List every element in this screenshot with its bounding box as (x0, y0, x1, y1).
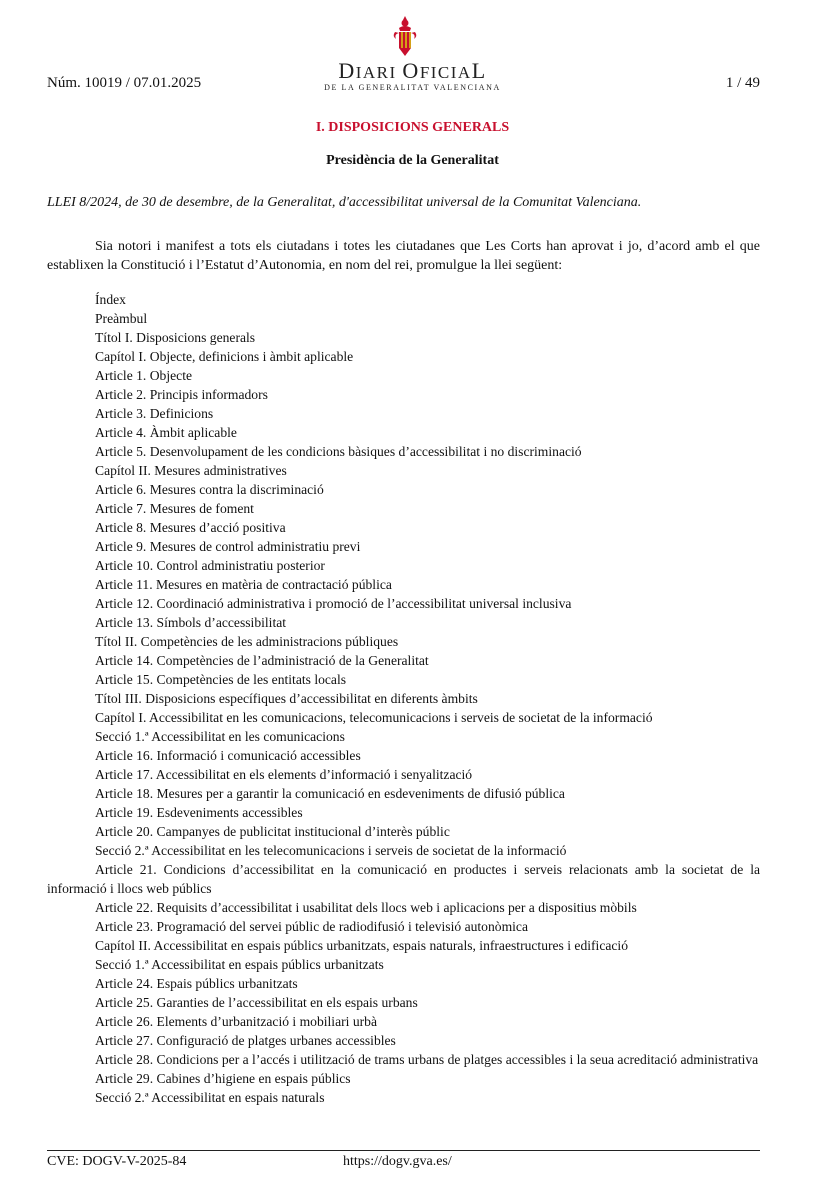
index-item: Títol III. Disposicions específiques d’accessibilitat en diferents àmbits (95, 691, 478, 706)
index-item: Article 8. Mesures d’acció positiva (95, 520, 286, 535)
index-item: Article 1. Objecte (95, 368, 193, 383)
index-list (47, 290, 760, 1107)
index-item: Article 19. Esdeveniments accessibles (95, 805, 303, 820)
page-header (0, 0, 825, 100)
index-item: Article 18. Mesures per a garantir la comunicació en esdeveniments de difusió pública (95, 786, 565, 801)
index-item: Article 23. Programació del servei públic de radiodifusió i televisió autonòmica (95, 919, 528, 934)
footer-url[interactable]: https://dogv.gva.es/ (343, 1154, 452, 1169)
index-item: Article 11. Mesures en matèria de contractació pública (95, 577, 392, 592)
index-item: Article 9. Mesures de control administratiu previ (95, 539, 361, 554)
index-item: Secció 2.ª Accessibilitat en les telecomunicacions i serveis de societat de la informació (95, 843, 567, 858)
index-item: Secció 2.ª Accessibilitat en espais naturals (95, 1090, 325, 1105)
index-item: Article 7. Mesures de foment (95, 501, 254, 516)
index-item: Article 2. Principis informadors (95, 387, 268, 402)
index-item: Article 29. Cabines d’higiene en espais públics (95, 1071, 351, 1086)
index-item: Article 10. Control administratiu posterior (95, 558, 325, 573)
index-item: Article 14. Competències de l’administració de la Generalitat (95, 653, 429, 668)
index-item: Article 5. Desenvolupament de les condicions bàsiques d’accessibilitat i no discriminació (95, 444, 582, 459)
index-item: Article 15. Competències de les entitats locals (95, 672, 347, 687)
footer-divider (47, 1150, 760, 1151)
index-item: Capítol II. Accessibilitat en espais públics urbanitzats, espais naturals, infraestructures i edificació (95, 938, 629, 953)
index-item: Títol II. Competències de les administracions públiques (95, 634, 399, 649)
index-item: Article 26. Elements d’urbanització i mobiliari urbà (95, 1014, 377, 1029)
index-item: Article 17. Accessibilitat en els elements d’informació i senyalització (95, 767, 473, 782)
logo-title: DIARI OFICIAL (338, 58, 487, 83)
logo-subtitle: DE LA GENERALITAT VALENCIANA (324, 83, 501, 92)
index-item: Article 16. Informació i comunicació accessibles (95, 748, 361, 763)
index-item: Article 24. Espais públics urbanitzats (95, 976, 298, 991)
generalitat-emblem-icon (390, 14, 420, 60)
page-number: 1 / 49 (725, 75, 760, 91)
index-item: Article 13. Símbols d’accessibilitat (95, 615, 287, 630)
index-item: Article 20. Campanyes de publicitat institucional d’interès públic (95, 824, 450, 839)
index-item: Secció 1.ª Accessibilitat en les comunicacions (95, 729, 345, 744)
index-item: Article 4. Àmbit aplicable (95, 425, 237, 440)
index-item: Article 28. Condicions per a l’accés i utilització de trams urbans de platges accessibles i la seua acreditació administrativa (95, 1052, 759, 1067)
index-item: Índex (95, 292, 126, 307)
index-item: Secció 1.ª Accessibilitat en espais públics urbanitzats (95, 957, 384, 972)
index-item: Títol I. Disposicions generals (95, 330, 256, 345)
issue-number: Núm. 10019 / 07.01.2025 (47, 75, 202, 91)
index-item: Article 25. Garanties de l’accessibilitat en els espais urbans (95, 995, 418, 1010)
issuer-heading: Presidència de la Generalitat (326, 153, 499, 168)
section-title: I. DISPOSICIONS GENERALS (315, 120, 510, 135)
index-item: Capítol II. Mesures administratives (95, 463, 287, 478)
index-item: Article 27. Configuració de platges urbanes accessibles (95, 1033, 396, 1048)
intro-paragraph: Sia notori i manifest a tots els ciutadans i totes les ciutadanes que Les Corts han aprovat i jo, d’acord amb el que establixen la Constitució i l’Estatut d’Autonomia, en nom del rei, promulgue la llei següent: (47, 239, 760, 273)
index-item: Capítol I. Accessibilitat en les comunicacions, telecomunicacions i serveis de societat de la informació (95, 710, 653, 725)
index-item: Capítol I. Objecte, definicions i àmbit aplicable (95, 349, 354, 364)
index-item: Preàmbul (95, 311, 148, 326)
index-item: Article 21. Condicions d’accessibilitat en la comunicació en productes i serveis relacionats amb la societat de la informació i llocs web públics (47, 862, 760, 896)
index-item: Article 12. Coordinació administrativa i promoció de l’accessibilitat universal inclusiva (95, 596, 572, 611)
index-item: Article 6. Mesures contra la discriminació (95, 482, 324, 497)
index-item: Article 22. Requisits d’accessibilitat i usabilitat dels llocs web i aplicacions per a dispositius mòbils (95, 900, 637, 915)
index-item: Article 3. Definicions (95, 406, 214, 421)
cve-code: CVE: DOGV-V-2025-84 (47, 1154, 187, 1169)
law-title: LLEI 8/2024, de 30 de desembre, de la Generalitat, d'accessibilitat universal de la Comunitat Valenciana. (47, 195, 642, 210)
